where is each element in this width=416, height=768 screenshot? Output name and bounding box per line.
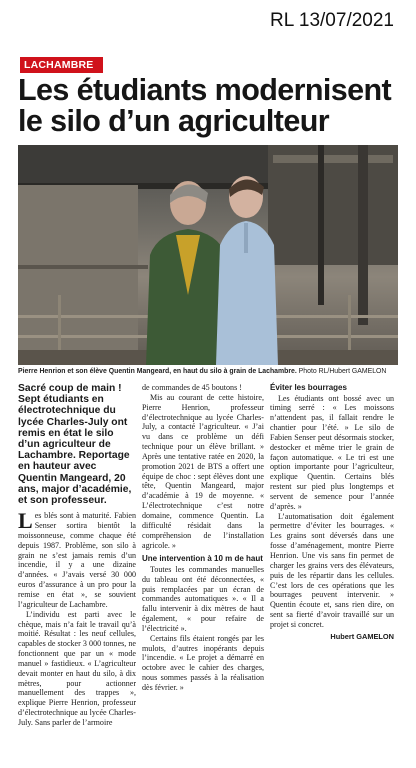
article-body	[18, 383, 398, 728]
subheading: Éviter les bourrages	[270, 383, 347, 392]
column-2	[142, 383, 264, 728]
subheading: Une intervention à 10 m de haut	[142, 554, 263, 564]
body-paragraph: L’automatisation doit également permettre d’éviter les bourrages. « Les grains sont déversés dans une fosse d’aménagement, montre Pierre Henrion. Une vis sans fin permet de charger les grains vers des élévateurs, puis de les répartir dans les cellules. C’est lors de ces opérations que les bourrages peuvent intervenir. » Quentin écoute et, sans rien dire, on sent sa fierté d’avoir travaillé sur un projet si concret.	[270, 511, 394, 629]
body-paragraph: Certains fils étaient rongés par les mulots, d’autres inopérants depuis l’incendie. « Le projet a démarré en octobre avec le cahier des charges, nous sommes passés à la réalisation dès février. »	[142, 633, 264, 692]
author-signature: Hubert GAMELON	[330, 631, 394, 641]
lead-paragraph: Sacré coup de main ! Sept étudiants en électrotechnique du lycée Charles-July ont remis en état le silo d’un agriculteur de Lachambre. Reportage en hauteur avec Quentin Mangeard, 20 ans, major d’académie, et son professeur.	[18, 383, 132, 507]
photo-caption	[18, 367, 398, 376]
caption-text: Pierre Henrion et son élève Quentin Mangeard, en haut du silo à grain de Lachambre.	[18, 368, 297, 375]
column-1	[18, 383, 136, 728]
date-stamp: RL 13/07/2021	[270, 10, 394, 31]
headline: Les étudiants modernisent le silo d’un agriculteur	[18, 73, 392, 138]
body-paragraph	[18, 508, 136, 609]
body-paragraph: Mis au courant de cette histoire, Pierre Henrion, professeur d’électrotechnique au lycée Charles-July, a contacté l’agriculteur. « J’ai vu dans ce problème un défi technique pour un élève brillant. » Après une tentative ratée en 2020, la promotion 2021 de BTS a offert une équipe de choc : sept élèves dont une tête, Quentin Mangeard, major d’académie à 19 de moyenne. « L’électrotechnique c’est notre domaine, commence Quentin. La difficulté résidait dans la compréhension de l’installation agricole. »	[142, 392, 264, 550]
paragraph-text: es blés sont à maturité. Fabien Senser sortira bientôt la moissonneuse, comme chaque été depuis 1987. Problème, son silo à grain ne s’est jamais remis d’un incendie, il y a une dizaine d’années. « J’avais versé 30 000 euros d’assurance à un pro pour la remise en état », se souvient l’agriculteur de Lachambre.	[18, 511, 136, 609]
article	[18, 55, 398, 728]
body-paragraph: de commandes de 45 boutons !	[142, 383, 242, 392]
silo-photo-icon	[18, 145, 398, 365]
body-paragraph: Les étudiants ont bossé avec un timing serré : « Les moissons n’attendent pas, il fallait rendre le chantier pour l’été. » Le silo de Fabien Senser peut désormais stocker, destocker et même trier le grain de façon automatique. « Le tri est une option importante pour l’agriculteur, explique Quentin. Certains blés restent sur pied plus longtemps et servent de semence pour l’année d’après. »	[270, 393, 394, 511]
caption-credit: Photo RL/Hubert GAMELON	[296, 368, 387, 375]
kicker-label: LACHAMBRE	[20, 57, 103, 73]
article-photo	[18, 145, 398, 365]
column-3	[270, 383, 394, 728]
body-paragraph: Toutes les commandes manuelles du tableau ont été déconnectées, « puis remplacées par un écran de commandes automatiques ». « Il a fallu intervenir à dix mètres de haut également, « pour refaire de l’électricité ».	[142, 564, 264, 633]
body-paragraph: L’individu est parti avec le chèque, mais n’a fait le travail qu’à moitié. Résultat : les neuf cellules, capables de stocker 3 000 tonnes, ne fonctionnent que par un « mode manuel » fastidieux. « L’agriculteur devait monter en haut du silo, à dix mètres, pour actionner manuellement des trappes », explique Pierre Henrion, professeur d’électrotechnique au lycée Charles-July. Sans parler de l’armoire	[18, 609, 136, 727]
drop-cap: L	[18, 508, 33, 534]
